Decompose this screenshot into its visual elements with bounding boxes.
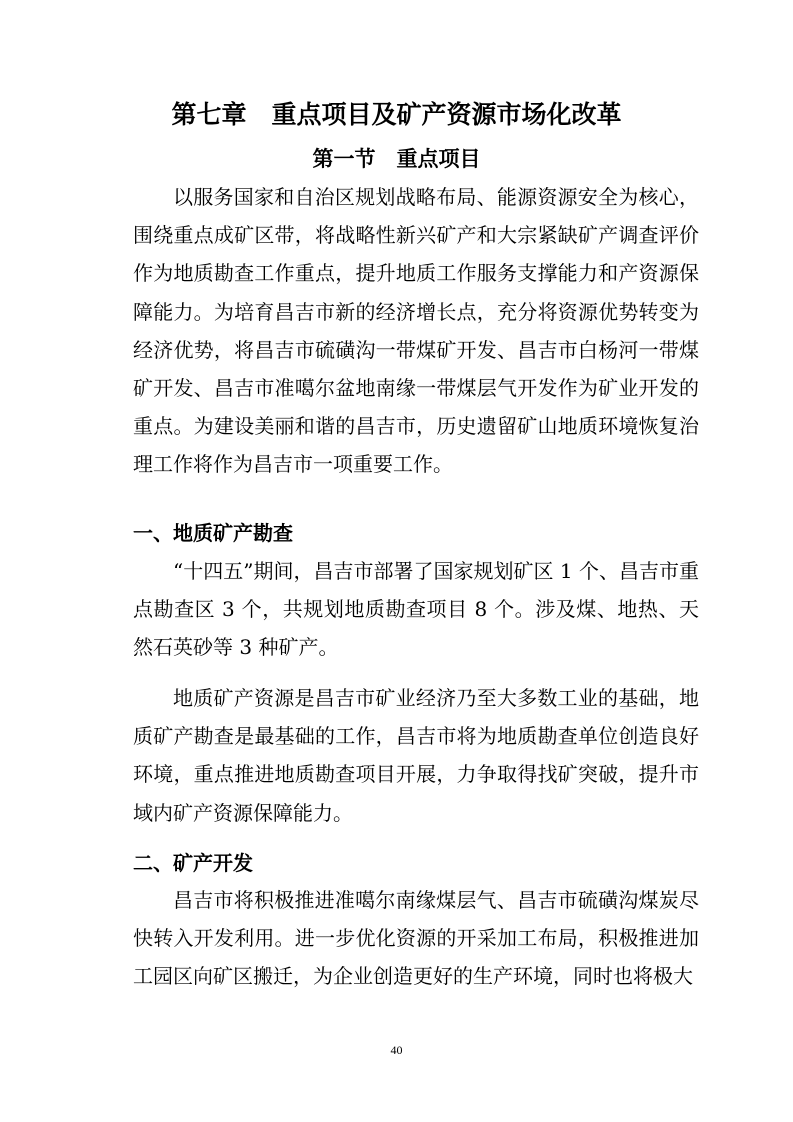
chapter-title: 第七章 重点项目及矿产资源市场化改革 xyxy=(171,100,622,129)
intro-paragraph: 以服务国家和自治区规划战略布局、能源资源安全为核心，围绕重点成矿区带，将战略性新兴矿产和大宗紧缺矿产调查评价作为地质勘查工作重点，提升地质工作服务支撑能力和产资源保障能力。为培育昌吉市新的经济增长点，充分将资源优势转变为经济优势，将昌吉市硫磺沟一带煤矿开发、昌吉市白杨河一带煤矿开发、昌吉市准噶尔盆地南缘一带煤层气开发作为矿业开发的重点。为建设美丽和谐的昌吉市，历史遗留矿山地质环境恢复治理工作将作为昌吉市一项重要工作。 xyxy=(133,185,699,477)
section-title: 第一节 重点项目 xyxy=(312,147,481,171)
paragraph-development: 昌吉市将积极推进准噶尔南缘煤层气、昌吉市硫磺沟煤炭尽快转入开发利用。进一步优化资源的开采加工布局，积极推进加工园区向矿区搬迁，为企业创造更好的生产环境，同时也将极大 xyxy=(133,888,699,989)
subsection-heading-geological-survey: 一、地质矿产勘查 xyxy=(133,521,293,545)
page-number: 40 xyxy=(390,1043,403,1057)
paragraph-survey-basis: 地质矿产资源是昌吉市矿业经济乃至大多数工业的基础，地质矿产勘查是最基础的工作，昌吉市将为地质勘查单位创造良好环境，重点推进地质勘查项目开展，力争取得找矿突破，提升市域内矿产资源保障能力。 xyxy=(133,686,699,825)
paragraph-survey-plan: “十四五”期间，昌吉市部署了国家规划矿区 1 个、昌吉市重点勘查区 3 个，共规划地质勘查项目 8 个。涉及煤、地热、天然石英砂等 3 种矿产。 xyxy=(133,559,699,660)
subsection-heading-mineral-development: 二、矿产开发 xyxy=(133,851,253,875)
